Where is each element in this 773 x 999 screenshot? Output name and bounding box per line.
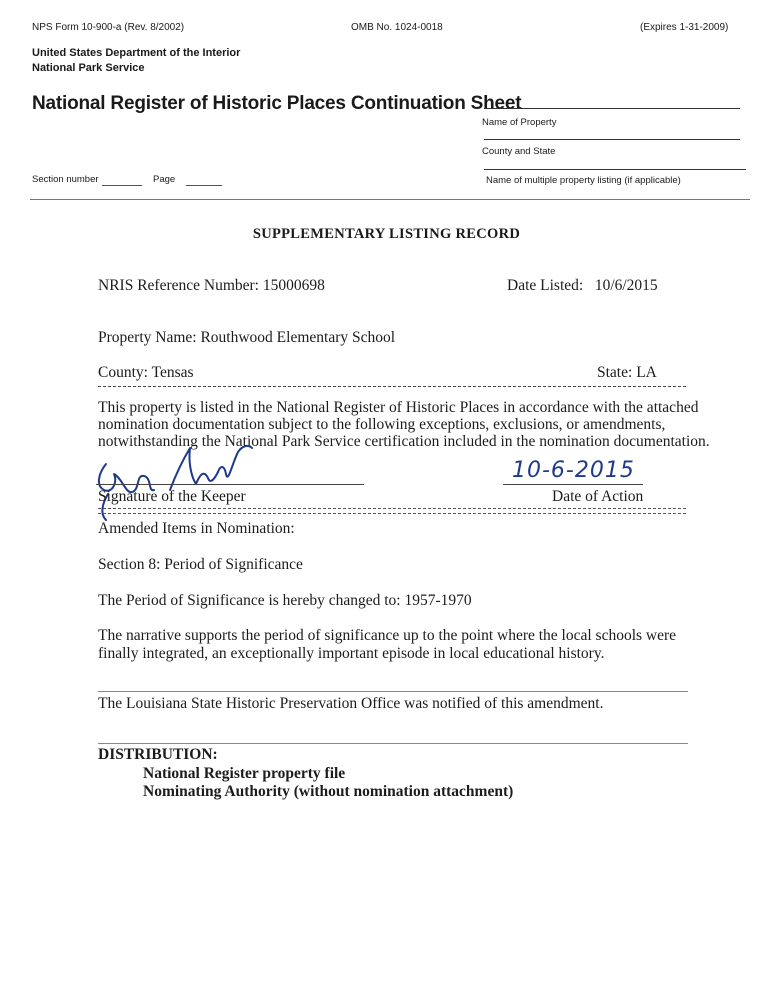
- nris-value: 15000698: [262, 277, 325, 294]
- distribution-label: DISTRIBUTION:: [98, 746, 218, 763]
- section-number-blank: [102, 185, 142, 186]
- state: [597, 364, 657, 382]
- county-value: Tensas: [151, 364, 194, 381]
- notice-divider: [98, 691, 688, 692]
- property-name: [98, 329, 395, 347]
- multiple-listing-label: Name of multiple property listing (if applicable): [486, 175, 681, 186]
- date-of-action-label: Date of Action: [552, 488, 644, 505]
- department-name: United States Department of the Interior: [32, 47, 241, 59]
- double-dashed-divider: [98, 508, 686, 514]
- header-divider: [30, 199, 750, 200]
- notice-text: The Louisiana State Historic Preservation Office was notified of this amendment.: [98, 695, 604, 712]
- section-text: Section 8: Period of Significance: [98, 556, 303, 573]
- date-listed-value: 10/6/2015: [594, 277, 658, 294]
- service-name: National Park Service: [32, 62, 145, 74]
- name-of-property-line: [484, 108, 740, 109]
- form-number: NPS Form 10-900-a (Rev. 8/2002): [32, 22, 185, 33]
- multiple-listing-line: [484, 169, 746, 170]
- date-listed: [507, 277, 658, 295]
- amended-items-label: Amended Items in Nomination:: [98, 520, 295, 537]
- state-value: LA: [636, 364, 657, 381]
- period-text: The Period of Significance is hereby changed to: 1957-1970: [98, 592, 472, 609]
- page-blank: [186, 185, 222, 186]
- county-state-label: County and State: [482, 146, 556, 157]
- handwritten-date: 10-6-2015: [512, 458, 635, 483]
- page-title: National Register of Historic Places Continuation Sheet: [32, 93, 522, 114]
- narrative-line-1: The narrative supports the period of significance up to the point where the local schools were: [98, 627, 677, 644]
- signature-label: Signature of the Keeper: [98, 488, 246, 505]
- nris-label: NRIS Reference Number:: [98, 277, 259, 294]
- omb-number: OMB No. 1024-0018: [351, 22, 443, 33]
- expiration-date: (Expires 1-31-2009): [640, 22, 729, 33]
- county: [98, 364, 194, 382]
- date-listed-label: Date Listed:: [507, 277, 584, 294]
- page-label: Page: [153, 174, 176, 185]
- property-name-value: Routhwood Elementary School: [200, 329, 396, 346]
- distribution-item: Nominating Authority (without nomination attachment): [143, 783, 514, 800]
- county-label: County:: [98, 364, 148, 381]
- nris-reference: [98, 277, 325, 295]
- date-line: [503, 484, 643, 485]
- dashed-divider: [98, 386, 686, 387]
- record-heading: SUPPLEMENTARY LISTING RECORD: [252, 226, 521, 242]
- section-number-label: Section number: [32, 174, 99, 185]
- statement-line-3: notwithstanding the National Park Service certification included in the nomination documentation.: [98, 433, 710, 450]
- statement-line-2: nomination documentation subject to the following exceptions, exclusions, or amendments,: [98, 416, 666, 433]
- signature-line: [96, 484, 364, 485]
- narrative-line-2: finally integrated, an exceptionally important episode in local educational history.: [98, 645, 605, 662]
- property-name-label: Property Name:: [98, 329, 197, 346]
- county-state-line: [484, 139, 740, 140]
- distribution-item: National Register property file: [143, 765, 346, 782]
- distribution-divider: [98, 743, 688, 744]
- name-of-property-label: Name of Property: [482, 117, 557, 128]
- statement-line-1: This property is listed in the National Register of Historic Places in accordance with the attached: [98, 399, 699, 416]
- state-label: State:: [597, 364, 633, 381]
